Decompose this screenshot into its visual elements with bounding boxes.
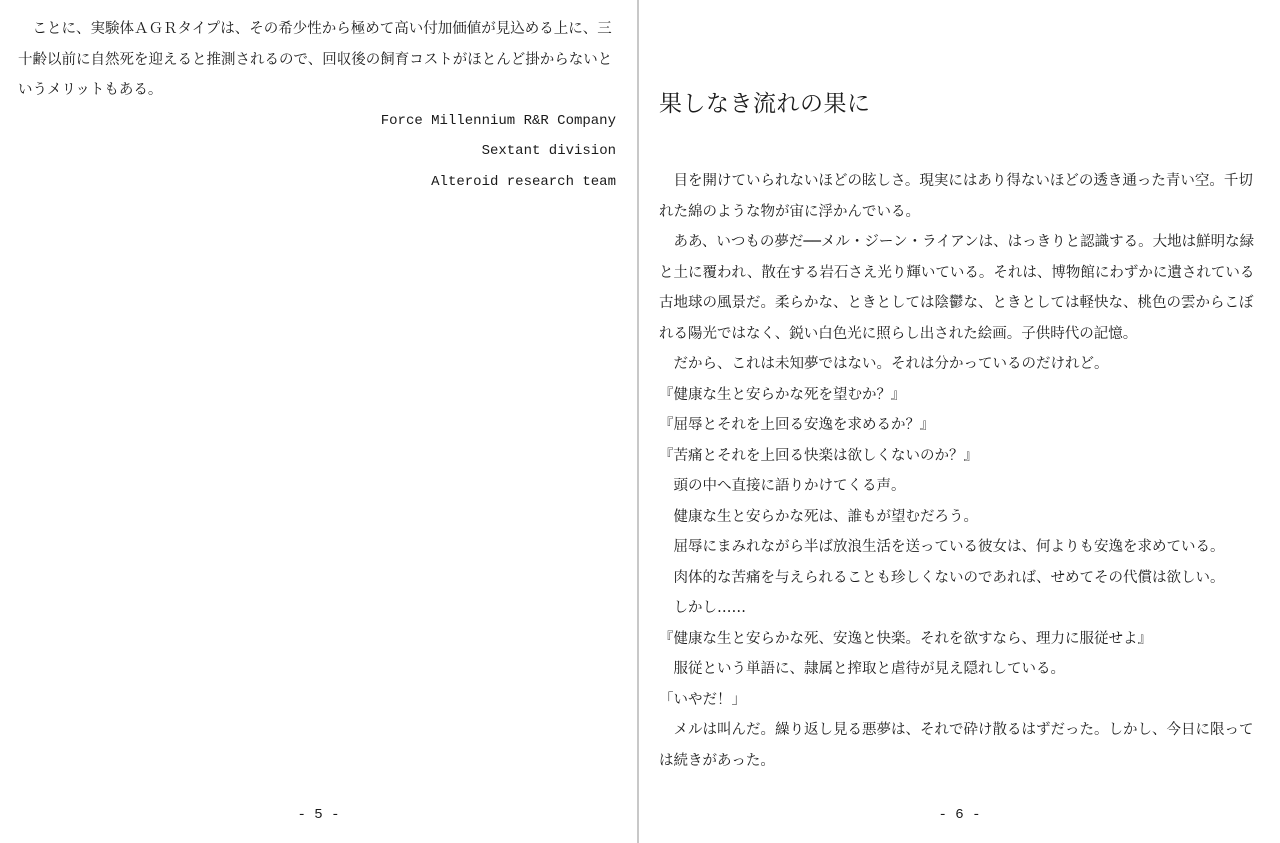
right-paragraph-4: 『健康な生と安らかな死を望むか？』: [659, 386, 906, 403]
page-number-right: - 6 -: [938, 807, 981, 823]
right-paragraph-13: 服従という単語に、隷属と搾取と虐待が見え隠れしている。: [673, 661, 1065, 677]
right-paragraph-5: 『屈辱とそれを上回る安逸を求めるか？』: [659, 417, 935, 433]
right-paragraph-9: 屈辱にまみれながら半ば放浪生活を送っている彼女は、何よりも安逸を求めている。: [673, 539, 1225, 555]
right-paragraph-3: だから、これは未知夢ではない。それは分かっているのだけれど。: [673, 356, 1109, 372]
right-paragraph-2: ああ、いつもの夢だ──メル・ジーン・ライアンは、はっきりと認識する。大地は鮮明な緑と土に覆われ、散在する岩石さえ光り輝いている。それは、博物館にわずかに遺されている古地球の風景だ。柔らかな、ときとしては陰鬱な、ときとしては軽快な、桃色の雲からこぼれる陽光ではなく、鋭い白色光に照らし出された絵画。子供時代の記憶。: [659, 234, 1255, 342]
signature-division: Sextant division: [481, 143, 616, 159]
left-paragraph-1: ことに、実験体ＡＧＲタイプは、その希少性から極めて高い付加価値が見込める上に、三十齢以前に自然死を迎えると推測されるので、回収後の飼育コストがほとんど掛からないというメリットもある。: [18, 21, 613, 98]
left-page: [0, 0, 637, 843]
right-paragraph-1: 目を開けていられないほどの眩しさ。現実にはあり得ないほどの透き通った青い空。千切れた綿のような物が宙に浮かんでいる。: [659, 173, 1253, 220]
right-paragraph-14: 「いやだ！」: [659, 691, 746, 708]
right-page: [639, 0, 1280, 843]
right-paragraph-6: 『苦痛とそれを上回る快楽は欲しくないのか？』: [659, 447, 978, 464]
right-paragraph-10: 肉体的な苦痛を与えられることも珍しくないのであれば、せめてその代償は欲しい。: [673, 569, 1225, 586]
page-number-left: - 5 -: [297, 807, 340, 823]
signature-company: Force Millennium R&R Company: [380, 112, 616, 129]
right-paragraph-12: 『健康な生と安らかな死、安逸と快楽。それを欲すなら、理力に服従せよ』: [659, 630, 1152, 647]
signature-team: Alteroid research team: [431, 173, 616, 190]
left-page-body: [18, 14, 618, 197]
right-paragraph-11: しかし……: [673, 600, 746, 616]
right-paragraph-8: 健康な生と安らかな死は、誰もが望むだろう。: [673, 508, 978, 525]
right-paragraph-15: メルは叫んだ。繰り返し見る悪夢は、それで砕け散るはずだった。しかし、今日に限っては続きがあった。: [659, 722, 1254, 769]
chapter-title: 果しなき流れの果に: [659, 91, 871, 117]
chapter-header: [659, 86, 1264, 122]
right-paragraph-7: 頭の中へ直接に語りかけてくる声。: [673, 478, 906, 494]
right-page-body: [659, 166, 1264, 776]
